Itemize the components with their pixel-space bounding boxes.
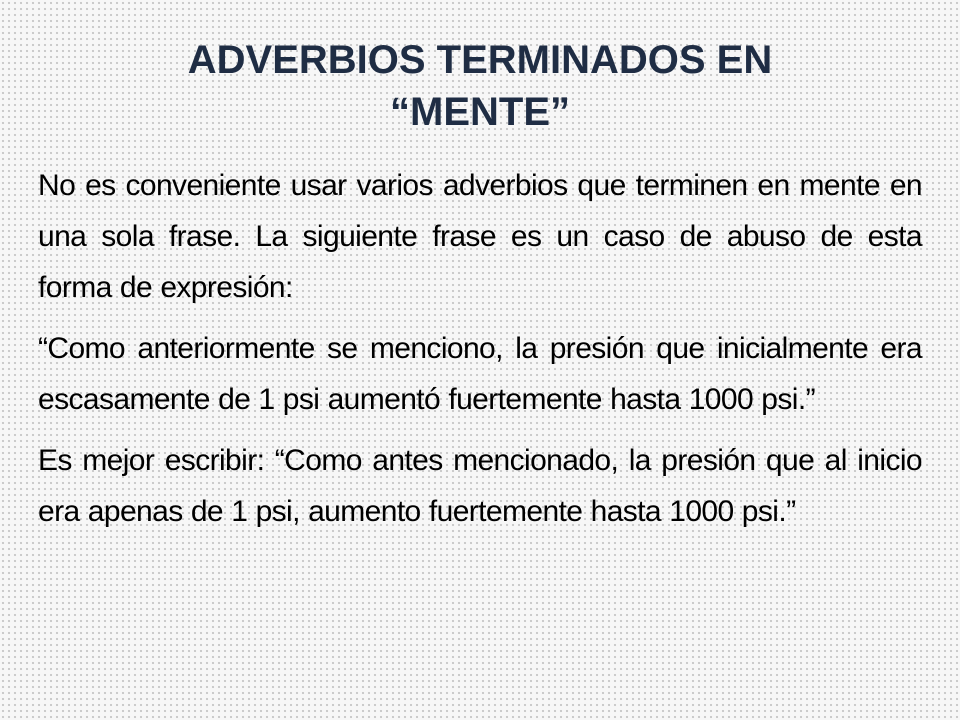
paragraph-better-example: Es mejor escribir: “Como antes mencionado, la presión que al inicio era apenas de 1 psi, aumento fuertemente hasta 1000 psi.”: [38, 444, 922, 528]
slide-title: [60, 34, 900, 138]
slide-title-line-1: ADVERBIOS TERMINADOS EN: [187, 38, 773, 82]
slide-body: [38, 160, 922, 547]
paragraph-intro: No es conveniente usar varios adverbios que terminen en mente en una sola frase. La siguiente frase es un caso de abuso de esta forma de expresión:: [38, 169, 922, 304]
slide-title-line-2: “MENTE”: [390, 90, 570, 134]
paragraph-bad-example: “Como anteriormente se menciono, la presión que inicialmente era escasamente de 1 psi aumentó fuertemente hasta 1000 psi.”: [38, 332, 922, 416]
